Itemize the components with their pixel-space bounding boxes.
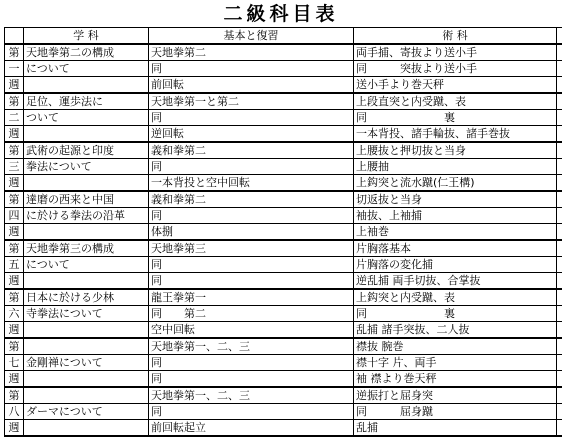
table-row bbox=[5, 61, 562, 77]
technique-cell: 同 裏 bbox=[354, 306, 557, 322]
week-label: 週 bbox=[5, 175, 24, 192]
week-label: 第 bbox=[5, 338, 24, 355]
table-row bbox=[5, 306, 562, 322]
week-label: 週 bbox=[5, 371, 24, 388]
technique-cell: 袖抜、上袖捕 bbox=[354, 208, 557, 224]
table-row bbox=[5, 44, 562, 61]
blank-cell bbox=[557, 110, 562, 126]
basic-cell: 同 bbox=[149, 208, 354, 224]
technique-cell: 上腰抜と押切抜と当身 bbox=[354, 142, 557, 159]
blank-cell bbox=[557, 257, 562, 273]
subject-cell bbox=[24, 126, 149, 143]
blank-cell bbox=[557, 191, 562, 208]
basic-cell: 同 bbox=[149, 61, 354, 77]
basic-cell: 同 bbox=[149, 257, 354, 273]
technique-cell: 逆乱捕 両手切抜、合掌抜 bbox=[354, 273, 557, 290]
table-row bbox=[5, 289, 562, 306]
subject-cell bbox=[24, 387, 149, 404]
table-row bbox=[5, 142, 562, 159]
blank-cell bbox=[557, 338, 562, 355]
subject-cell bbox=[24, 322, 149, 339]
technique-cell: 逆振打と屈身突 bbox=[354, 387, 557, 404]
week-label: 第 bbox=[5, 240, 24, 257]
week-label: 週 bbox=[5, 420, 24, 437]
subject-cell bbox=[24, 371, 149, 388]
technique-cell: 一本背投、諸手輪抜、諸手巻抜 bbox=[354, 126, 557, 143]
basic-cell: 天地拳第一、二、三 bbox=[149, 387, 354, 404]
table-row bbox=[5, 338, 562, 355]
basic-cell: 空中回転 bbox=[149, 322, 354, 339]
table-row bbox=[5, 191, 562, 208]
week-label: 第 bbox=[5, 387, 24, 404]
table-row bbox=[5, 273, 562, 290]
blank-cell bbox=[557, 175, 562, 192]
basic-cell: 義和拳第二 bbox=[149, 142, 354, 159]
basic-cell: 同 bbox=[149, 404, 354, 420]
technique-cell: 襟抜 腕巻 bbox=[354, 338, 557, 355]
schedule-table bbox=[4, 27, 562, 437]
technique-cell: 片胸落基本 bbox=[354, 240, 557, 257]
subject-cell: ついて bbox=[24, 110, 149, 126]
basic-cell: 体捌 bbox=[149, 224, 354, 241]
basic-cell: 同 bbox=[149, 159, 354, 175]
subject-cell: ダーマについて bbox=[24, 404, 149, 420]
basic-cell: 天地拳第一と第二 bbox=[149, 93, 354, 110]
basic-cell: 天地拳第二 bbox=[149, 44, 354, 61]
week-label: 第 bbox=[5, 44, 24, 61]
subject-cell: に於ける拳法の沿革 bbox=[24, 208, 149, 224]
blank-cell bbox=[557, 371, 562, 388]
technique-cell: 上鈎突と流水蹴(仁王構) bbox=[354, 175, 557, 192]
blank-cell bbox=[557, 224, 562, 241]
technique-cell: 片胸落の変化捕 bbox=[354, 257, 557, 273]
basic-cell: 同 第二 bbox=[149, 306, 354, 322]
week-label: 第 bbox=[5, 142, 24, 159]
week-label: 一 bbox=[5, 61, 24, 77]
blank-cell bbox=[557, 240, 562, 257]
week-label: 週 bbox=[5, 273, 24, 290]
technique-cell: 袖 襟より巻天秤 bbox=[354, 371, 557, 388]
basic-cell: 同 bbox=[149, 355, 354, 371]
blank-cell bbox=[557, 159, 562, 175]
technique-cell: 同 裏 bbox=[354, 110, 557, 126]
table-row bbox=[5, 126, 562, 143]
subject-cell: 拳法について bbox=[24, 159, 149, 175]
technique-cell: 上袖巻 bbox=[354, 224, 557, 241]
basic-cell: 前回転起立 bbox=[149, 420, 354, 437]
basic-cell: 龍王拳第一 bbox=[149, 289, 354, 306]
week-label: 第 bbox=[5, 289, 24, 306]
blank-cell bbox=[557, 208, 562, 224]
blank-cell bbox=[557, 387, 562, 404]
technique-cell: 送小手より巻天秤 bbox=[354, 77, 557, 94]
week-label: 四 bbox=[5, 208, 24, 224]
blank-cell bbox=[557, 420, 562, 437]
subject-cell: 天地拳第二の構成 bbox=[24, 44, 149, 61]
table-row bbox=[5, 404, 562, 420]
basic-cell: 同 bbox=[149, 273, 354, 290]
table-row bbox=[5, 175, 562, 192]
page-title: 二級科目表 bbox=[0, 2, 562, 26]
basic-cell: 義和拳第二 bbox=[149, 191, 354, 208]
basic-cell: 同 bbox=[149, 371, 354, 388]
header-row bbox=[5, 28, 562, 45]
week-label: 二 bbox=[5, 110, 24, 126]
week-label: 七 bbox=[5, 355, 24, 371]
basic-cell: 一本背投と空中回転 bbox=[149, 175, 354, 192]
week-label: 三 bbox=[5, 159, 24, 175]
technique-cell: 乱捕 諸手突抜、二人抜 bbox=[354, 322, 557, 339]
header-blank bbox=[557, 28, 562, 45]
table-row bbox=[5, 77, 562, 94]
blank-cell bbox=[557, 142, 562, 159]
table-row bbox=[5, 322, 562, 339]
table-row bbox=[5, 93, 562, 110]
subject-cell: 寺拳法について bbox=[24, 306, 149, 322]
subject-cell bbox=[24, 273, 149, 290]
subject-cell bbox=[24, 224, 149, 241]
table-row bbox=[5, 110, 562, 126]
table-row bbox=[5, 371, 562, 388]
table-row bbox=[5, 355, 562, 371]
week-label: 週 bbox=[5, 322, 24, 339]
subject-cell: について bbox=[24, 61, 149, 77]
blank-cell bbox=[557, 322, 562, 339]
week-label: 週 bbox=[5, 77, 24, 94]
table-row bbox=[5, 159, 562, 175]
technique-cell: 上腰抽 bbox=[354, 159, 557, 175]
week-label: 第 bbox=[5, 93, 24, 110]
table-row bbox=[5, 257, 562, 273]
blank-cell bbox=[557, 77, 562, 94]
table-row bbox=[5, 208, 562, 224]
week-label: 第 bbox=[5, 191, 24, 208]
week-label: 五 bbox=[5, 257, 24, 273]
blank-cell bbox=[557, 355, 562, 371]
blank-cell bbox=[557, 126, 562, 143]
subject-cell: 日本に於ける少林 bbox=[24, 289, 149, 306]
table-row bbox=[5, 420, 562, 437]
subject-cell bbox=[24, 77, 149, 94]
week-label: 週 bbox=[5, 224, 24, 241]
technique-cell: 同 屈身蹴 bbox=[354, 404, 557, 420]
subject-table bbox=[4, 27, 557, 437]
subject-cell: 足位、運歩法に bbox=[24, 93, 149, 110]
week-label: 八 bbox=[5, 404, 24, 420]
blank-cell bbox=[557, 404, 562, 420]
basic-cell: 天地拳第一、二、三 bbox=[149, 338, 354, 355]
subject-cell: 武術の起源と印度 bbox=[24, 142, 149, 159]
blank-cell bbox=[557, 289, 562, 306]
blank-cell bbox=[557, 273, 562, 290]
week-label: 週 bbox=[5, 126, 24, 143]
subject-cell: 達磨の西来と中国 bbox=[24, 191, 149, 208]
subject-cell: について bbox=[24, 257, 149, 273]
header-basic: 基本と復習 bbox=[149, 28, 354, 45]
basic-cell: 同 bbox=[149, 110, 354, 126]
subject-cell bbox=[24, 420, 149, 437]
header-technique: 術 科 bbox=[354, 28, 557, 45]
technique-cell: 切返抜と当身 bbox=[354, 191, 557, 208]
basic-cell: 逆回転 bbox=[149, 126, 354, 143]
subject-cell bbox=[24, 338, 149, 355]
blank-cell bbox=[557, 93, 562, 110]
blank-cell bbox=[557, 306, 562, 322]
technique-cell: 上段直突と内受蹴、表 bbox=[354, 93, 557, 110]
subject-cell bbox=[24, 175, 149, 192]
basic-cell: 前回転 bbox=[149, 77, 354, 94]
table-row bbox=[5, 224, 562, 241]
technique-cell: 乱捕 bbox=[354, 420, 557, 437]
week-label: 六 bbox=[5, 306, 24, 322]
table-row bbox=[5, 387, 562, 404]
header-subject: 学 科 bbox=[24, 28, 149, 45]
technique-cell: 両手捕、寄抜より送小手 bbox=[354, 44, 557, 61]
table-row bbox=[5, 240, 562, 257]
technique-cell: 襟十字 片、両手 bbox=[354, 355, 557, 371]
technique-cell: 上鈎突と内受蹴、表 bbox=[354, 289, 557, 306]
subject-cell: 金剛禅について bbox=[24, 355, 149, 371]
header-week bbox=[5, 28, 24, 45]
blank-cell bbox=[557, 61, 562, 77]
technique-cell: 同 突抜より送小手 bbox=[354, 61, 557, 77]
basic-cell: 天地拳第三 bbox=[149, 240, 354, 257]
blank-cell bbox=[557, 44, 562, 61]
subject-cell: 天地拳第三の構成 bbox=[24, 240, 149, 257]
